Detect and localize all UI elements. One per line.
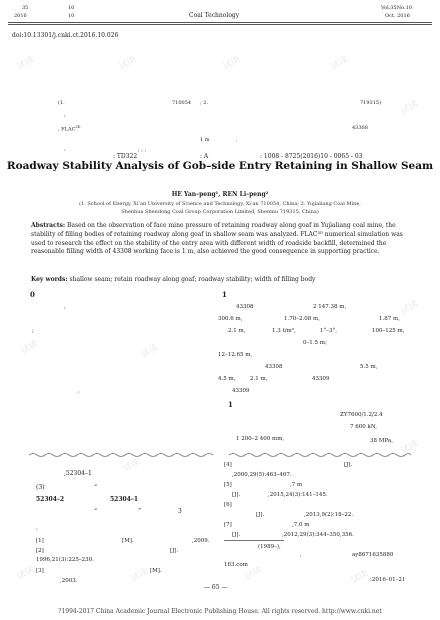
- face-number-2: 43308: [265, 364, 283, 370]
- watermark: 试读: [329, 54, 351, 73]
- support-height: 1 200–2 400 mm,: [236, 436, 285, 442]
- header-volume-right: Vol.35No.10: [381, 5, 412, 11]
- burial-depth: 100–125 m,: [372, 328, 405, 334]
- document-code: : A: [200, 153, 209, 160]
- bottom-left-line-2a: (3): [36, 484, 45, 491]
- watermark: 试读: [243, 564, 265, 583]
- header-year-left: 2016: [14, 13, 27, 19]
- cn-affil-postcode-1: 710054: [172, 100, 192, 106]
- bottom-left-face-b: 52304–1: [110, 496, 139, 503]
- adjacent-face-2: 43309: [232, 388, 250, 394]
- ref-1-year: ,2009.: [192, 538, 210, 544]
- page-number: — 65 —: [204, 584, 228, 591]
- ref-6-source: ,2013,9(2):18–22.: [304, 512, 354, 518]
- footer-copyright: ?1994-2017 China Academic Journal Electronic Publishing House. All rights reserved. http://www.cnki.net: [58, 608, 382, 615]
- abstract-text: Based on the observation of face mine pressure of retaining roadway along goaf in Yujialiang coal mine, the stability of filling bodies of retaining roadway along goaf in shallow seam was analyzed. FLAC³ᴰ numerical simulation was used to research the effect on the stability of the entry area with different width of roadside backfill, determined the reasonable filling width of 43308 working face is 1 m, also achieved the good consequence in supporting practice.: [31, 222, 403, 256]
- bottom-left-quote-open: “: [94, 508, 98, 515]
- watermark: 试读: [399, 438, 421, 457]
- ref-5-width: ,7 m: [290, 482, 303, 488]
- face-length: 2 147.38 m,: [313, 304, 347, 310]
- cn-affil-sep: ; 2.: [200, 100, 209, 106]
- received-date: :2016–01–21: [370, 577, 406, 583]
- ref-4-index: [4]: [224, 462, 232, 468]
- references-heading: :: [36, 527, 38, 533]
- watermark: 试读: [129, 566, 151, 585]
- cn-affil-paren: (1.: [58, 100, 65, 106]
- bottom-left-line-1: ,52304–1: [64, 470, 92, 477]
- watermark: 试读: [121, 456, 143, 475]
- face-width: 300.6 m,: [218, 316, 243, 322]
- header-volume-left: 35: [22, 5, 29, 11]
- ref-6-index: [6]: [224, 502, 232, 508]
- classification-number: : TD322: [113, 153, 138, 160]
- ref-6-type: [J].: [256, 512, 265, 518]
- ref-5-type: [J].: [232, 492, 241, 498]
- ref-2-index: [2]: [36, 548, 44, 554]
- cn-abstract-flac: , $FLAC^{3D}$: [58, 125, 81, 133]
- density: 1.3 t/m³,: [272, 328, 296, 334]
- ref-7-width: ,7.0 m: [292, 522, 310, 528]
- mining-height: 2.1 m,: [228, 328, 246, 334]
- bottom-left-line-2b: “: [94, 484, 98, 491]
- keywords-label: Key words:: [31, 276, 68, 283]
- section-1-heading: 1: [222, 290, 227, 299]
- section-0-heading: 0: [30, 290, 35, 299]
- authors: HE Yan–peng¹, REN Li–peng²: [171, 191, 269, 198]
- watermark: 试读: [399, 298, 421, 317]
- adjacent-face: 43309: [312, 376, 330, 382]
- ref-2-source: 1996,21(3):225–230.: [36, 557, 94, 563]
- english-abstract: [31, 222, 416, 257]
- ref-4-type: [J].: [344, 462, 353, 468]
- cn-abstract-comma: ,: [236, 137, 238, 143]
- ref-3-index: [3]: [36, 568, 44, 574]
- header-date-right: Oct. 2016: [385, 13, 410, 19]
- roadway-dimension-2: 2.1 m,: [250, 376, 268, 382]
- seam-thickness-range: 1.70–2.08 m,: [284, 316, 320, 322]
- watermark: 试读: [15, 564, 37, 583]
- watermark: 试读: [221, 54, 243, 73]
- section-divider: [29, 452, 411, 458]
- header-issue-left: 10: [68, 5, 75, 11]
- footnote-rule: [224, 540, 284, 541]
- range-value-2: 12–12.65 m,: [218, 352, 253, 358]
- range-value: 0–1.5 m;: [303, 340, 327, 346]
- author-bio-years: (1989–),: [258, 544, 281, 550]
- watermark: 试读: [399, 98, 421, 117]
- author-bio-comma: ,: [300, 552, 302, 558]
- ref-7-index: [7]: [224, 522, 232, 528]
- affiliation-line-2: Shenhua Shendong Coal Group Corporation Limited, Shenmu 719315, China): [121, 209, 319, 215]
- cn-keywords-separators: ; ; ;: [138, 147, 147, 153]
- left-col-fragment-1: ,: [64, 304, 66, 310]
- ref-3-year: ,2003.: [60, 578, 78, 584]
- bottom-left-quote-close: ”: [138, 508, 142, 515]
- ref-4-source: ,2000,29(5):463–467.: [232, 472, 292, 478]
- affiliation-line-1: (1. School of Energy, Xi’an University of Science and Technology, Xi’an 710054, China; 2. Yujialiang Coal Mine,: [79, 201, 361, 207]
- journal-name: Coal Technology: [189, 12, 240, 19]
- abstract-label: Abstracts:: [31, 222, 66, 229]
- english-keywords: [31, 276, 315, 283]
- ref-7-type: [J].: [232, 532, 241, 538]
- ref-1-type: [M].: [122, 538, 134, 544]
- watermark: 试读: [349, 568, 371, 587]
- ref-1-index: [1]: [36, 538, 44, 544]
- header-rule: [8, 22, 432, 23]
- support-resistance: 7 600 kN,: [350, 424, 378, 430]
- watermark: 试读: [19, 338, 41, 357]
- keywords-text: shallow seam; retain roadway along goaf; roadway stability; width of filling body: [69, 276, 316, 283]
- watermark: 试读: [139, 342, 161, 361]
- roadway-dimension-1: 4.5 m,: [218, 376, 236, 382]
- bottom-left-face-a: 52304–2: [36, 496, 65, 503]
- roadway-width: 5.5 m,: [360, 364, 378, 370]
- watermark: 试读: [15, 54, 37, 73]
- support-strength: 38 MPa。: [370, 438, 397, 444]
- face-number: 43308: [236, 304, 254, 310]
- bottom-left-number: 3: [178, 508, 182, 515]
- watermark: 试读: [117, 54, 139, 73]
- article-number: : 1008 - 8725(2016)10 - 0065 - 03: [260, 153, 363, 160]
- author-email-domain: 163.com: [224, 562, 248, 568]
- ref-7-source: ,2012,29(3):344–350,356.: [282, 532, 354, 538]
- paper-title: Roadway Stability Analysis of Gob–side Entry Retaining in Shallow Seam: [6, 160, 434, 172]
- cn-abstract-colon: :: [64, 113, 66, 119]
- cn-abstract-face-number: 43308: [352, 125, 368, 131]
- header-issue-left-2: 10: [68, 13, 75, 19]
- subsection-1-heading: 1: [228, 400, 233, 409]
- header-rule-2: [8, 24, 432, 25]
- cn-keywords-colon: :: [64, 147, 66, 153]
- ref-3-type: [M].: [150, 568, 162, 574]
- cn-abstract-width: 1 m: [200, 137, 210, 143]
- ref-2-type: [J].: [170, 548, 179, 554]
- ref-5-index: [5]: [224, 482, 232, 488]
- left-col-fragment-2: ;: [32, 328, 34, 334]
- support-model: ZY7600/1.2/2.4: [340, 412, 383, 418]
- seam-thickness-avg: 1.87 m,: [379, 316, 400, 322]
- left-col-fragment-3: ,: [78, 388, 80, 394]
- author-email-user: ay8671635880: [352, 552, 394, 558]
- ref-5-source: ,2015,24(3):141–145.: [268, 492, 328, 498]
- dip-angle: 1°–3°,: [320, 328, 337, 334]
- doi: doi:10.13301/j.cnki.ct.2016.10.026: [12, 32, 119, 39]
- cn-affil-postcode-2: 719315): [360, 100, 382, 106]
